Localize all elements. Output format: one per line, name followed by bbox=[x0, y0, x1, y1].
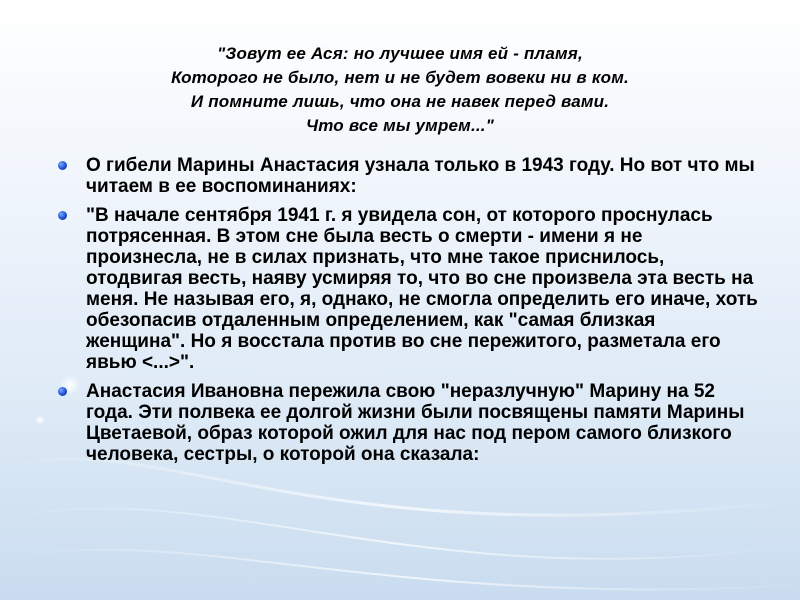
bullet-text: "В начале сентября 1941 г. я увидела сон, от которого проснулась потрясенная. В этом сне была весть о смерти - имени я не произнесла, не в силах признать, что мне такое приснилось, отодвигая весть, наяву усмиряя то, что во сне произвела эта весть на меня. Не называя его, я, однако, не смогла определить его иначе, хоть обезопасив отдаленным определением, как "самая близкая женщина". Но я восстала против во сне пережитого, разметала его явью <...>". bbox=[86, 205, 758, 373]
bullet-text: Анастасия Ивановна пережила свою "неразлучную" Марину на 52 года. Эти полвека ее долгой жизни были посвящены памяти Марины Цветаевой, образ которой ожил для нас под пером самого близкого человека, сестры, о которой она сказала: bbox=[86, 381, 745, 465]
bullet-dot-icon bbox=[58, 387, 67, 396]
poem-line: И помните лишь, что она не навек перед вами. bbox=[190, 92, 610, 111]
poem-line: Которого не было, нет и не будет вовеки ни в ком. bbox=[171, 68, 629, 87]
bullet-dot-icon bbox=[58, 211, 67, 220]
bullet-text: О гибели Марины Анастасия узнала только в 1943 году. Но вот что мы читаем в ее воспоминаниях: bbox=[86, 155, 755, 197]
bullet-list bbox=[58, 155, 758, 473]
bullet-item bbox=[58, 155, 758, 197]
poem-line: "Зовут ее Ася: но лучшее имя ей - пламя, bbox=[217, 44, 583, 63]
bullet-item bbox=[58, 205, 758, 373]
bullet-item bbox=[58, 381, 758, 465]
poem-epigraph bbox=[0, 42, 800, 138]
poem-line: Что все мы умрем..." bbox=[305, 116, 494, 135]
bullet-dot-icon bbox=[58, 161, 67, 170]
